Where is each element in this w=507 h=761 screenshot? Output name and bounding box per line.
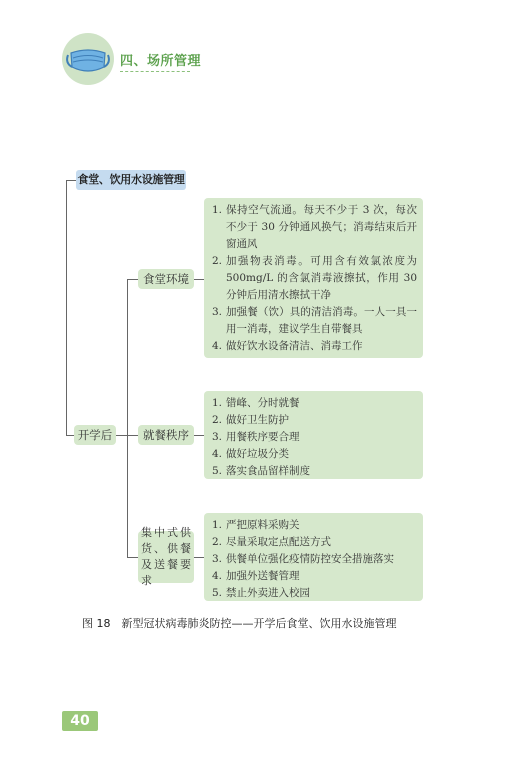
list-item: [212, 304, 417, 338]
branch3-connector: [127, 557, 138, 558]
item-number: 5.: [212, 587, 223, 599]
item-text: 用餐秩序要合理: [226, 431, 300, 443]
branch3-to-detail-line: [194, 557, 204, 558]
list-item: [212, 446, 417, 463]
item-number: 1.: [212, 519, 223, 531]
branch2-to-detail-line: [194, 435, 204, 436]
branch-node-centralized-supply: 集中式供货、供餐及送餐要求: [138, 531, 194, 583]
item-text: 供餐单位强化疫情防控安全措施落实: [226, 553, 394, 565]
figure-caption: 图 18 新型冠状病毒肺炎防控——开学后食堂、饮用水设施管理: [82, 617, 397, 630]
branch-node-dining-order: 就餐秩序: [138, 425, 194, 445]
detail-box-centralized-supply: [204, 513, 423, 601]
item-text: 做好饮水设备清洁、消毒工作: [226, 340, 363, 352]
item-text: 加强物表消毒。可用含有效氯浓度为 500mg/L 的含氯消毒液擦拭，作用 30 分钟后用清水擦拭干净: [226, 255, 417, 301]
item-number: 1.: [212, 204, 223, 216]
list-item: [212, 253, 417, 304]
list-item: [212, 412, 417, 429]
detail-box-canteen-environment: [204, 198, 423, 358]
page-number-badge: 40: [62, 711, 98, 731]
item-text: 保持空气流通。每天不少于 3 次，每次不少于 30 分钟通风换气；消毒结束后开窗通风: [226, 204, 417, 250]
item-text: 做好卫生防护: [226, 414, 289, 426]
item-text: 加强外送餐管理: [226, 570, 300, 582]
face-mask-icon: [62, 33, 114, 85]
branch1-to-detail-line: [194, 279, 204, 280]
diagram-root-title: 食堂、饮用水设施管理: [76, 170, 186, 190]
item-text: 严把原料采购关: [226, 519, 300, 531]
item-number: 2.: [212, 414, 223, 426]
item-number: 3.: [212, 553, 223, 565]
branch-vertical-line: [127, 279, 128, 557]
detail-box-dining-order: [204, 391, 423, 479]
list-item: [212, 429, 417, 446]
phase-node: 开学后: [74, 425, 116, 445]
item-text: 加强餐（饮）具的清洁消毒。一人一具一用一消毒，建议学生自带餐具: [226, 306, 417, 335]
root-left-line: [66, 180, 76, 181]
branch2-connector: [127, 435, 138, 436]
item-text: 做好垃圾分类: [226, 448, 289, 460]
root-vertical-line: [66, 180, 67, 435]
item-number: 2.: [212, 255, 223, 267]
item-text: 禁止外卖进入校园: [226, 587, 310, 599]
item-number: 2.: [212, 536, 223, 548]
list-item: [212, 338, 417, 355]
item-number: 3.: [212, 431, 223, 443]
branch-node-canteen-environment: 食堂环境: [138, 269, 194, 289]
item-number: 4.: [212, 340, 223, 352]
item-number: 3.: [212, 306, 223, 318]
section-title: 四、场所管理: [120, 54, 202, 69]
item-text: 错峰、分时就餐: [226, 397, 300, 409]
list-item: [212, 568, 417, 585]
list-item: [212, 202, 417, 253]
item-number: 5.: [212, 465, 223, 477]
item-number: 4.: [212, 570, 223, 582]
header-mask-badge: [62, 33, 114, 85]
item-number: 4.: [212, 448, 223, 460]
root-to-phase-line: [66, 435, 74, 436]
title-underline: [120, 71, 190, 72]
list-item: [212, 534, 417, 551]
list-item: [212, 517, 417, 534]
list-item: [212, 395, 417, 412]
branch1-connector: [127, 279, 138, 280]
list-item: [212, 463, 417, 480]
item-text: 尽量采取定点配送方式: [226, 536, 331, 548]
item-number: 1.: [212, 397, 223, 409]
list-item: [212, 585, 417, 602]
item-text: 落实食品留样制度: [226, 465, 310, 477]
list-item: [212, 551, 417, 568]
